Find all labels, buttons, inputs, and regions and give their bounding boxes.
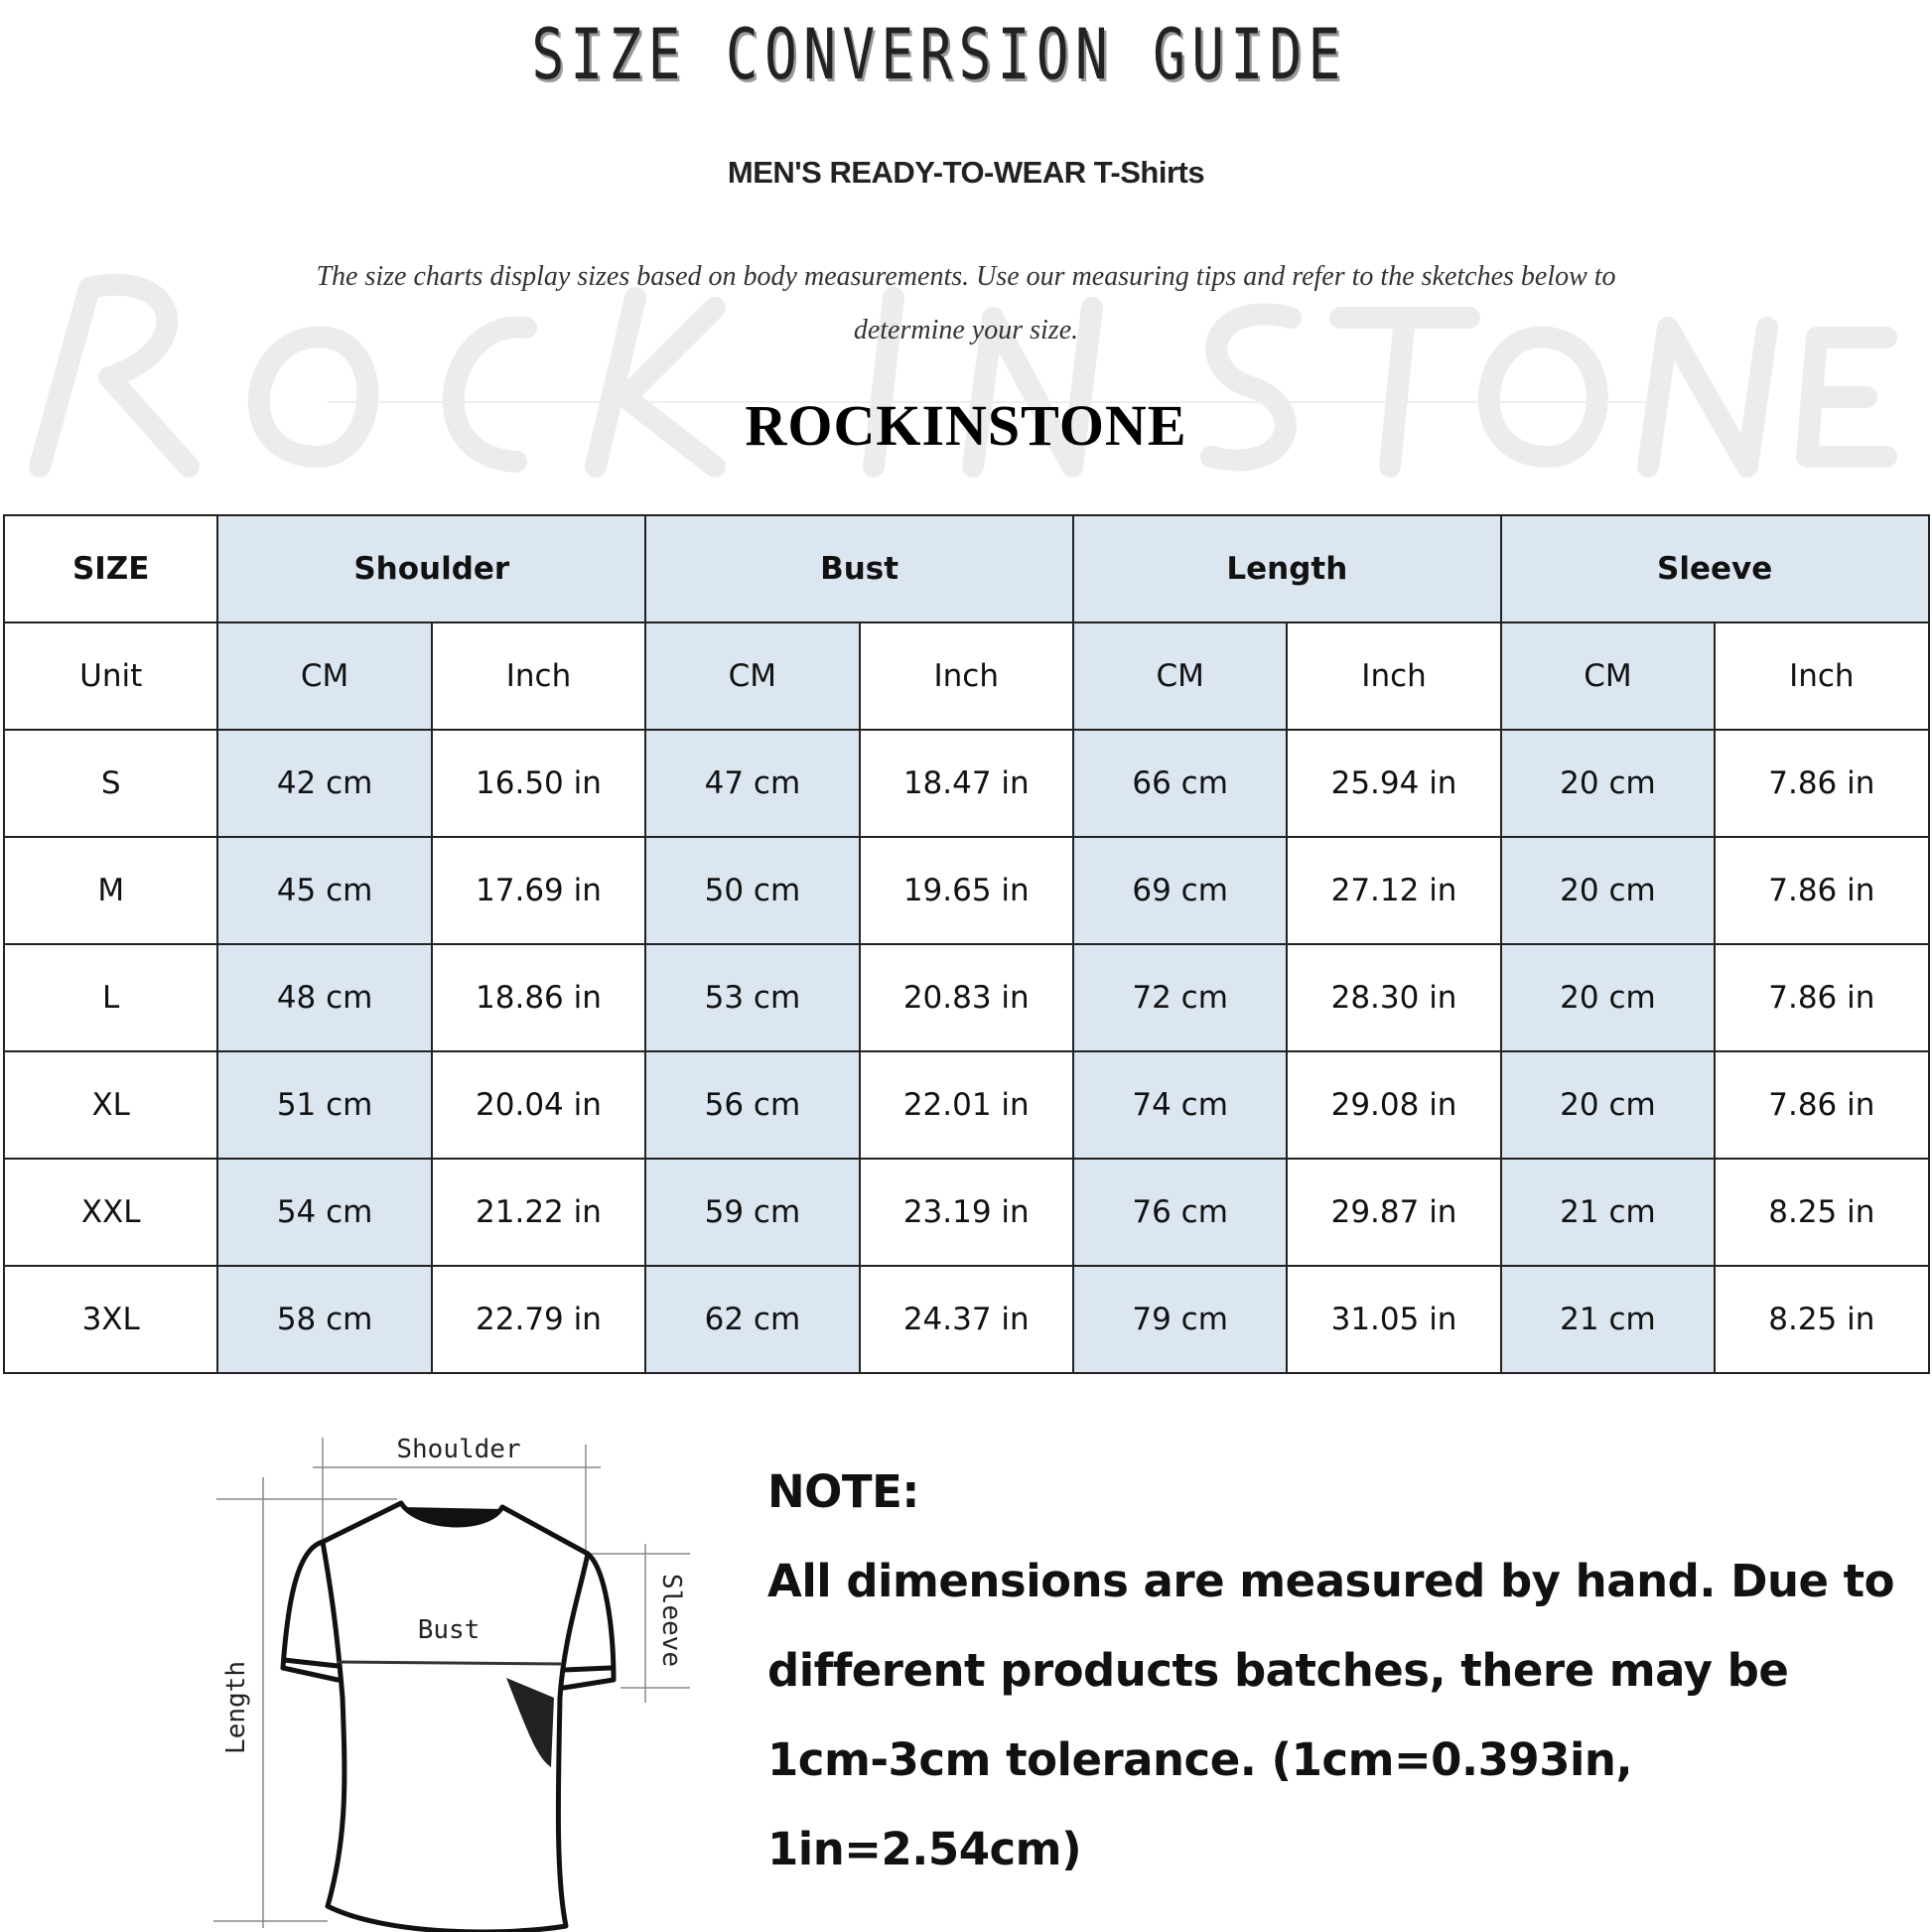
size-cell: M: [4, 837, 217, 944]
length-label: Length: [221, 1661, 251, 1754]
table-row: [4, 837, 1929, 944]
group-header: Bust: [645, 515, 1073, 622]
value-cell: 59 cm: [645, 1159, 859, 1266]
note-line: different products batches, there may be: [767, 1644, 1789, 1697]
value-cell: 48 cm: [217, 944, 431, 1051]
value-cell: 74 cm: [1073, 1051, 1287, 1159]
value-cell: 20 cm: [1501, 730, 1715, 837]
value-cell: 62 cm: [645, 1266, 859, 1373]
table-row: [4, 944, 1929, 1051]
unit-header: CM: [1073, 622, 1287, 730]
value-cell: 54 cm: [217, 1159, 431, 1266]
size-header: SIZE: [4, 515, 217, 622]
value-cell: 21 cm: [1501, 1159, 1715, 1266]
value-cell: 50 cm: [645, 837, 859, 944]
intro-text: The size charts display sizes based on body measurements. Use our measuring tips and refer to the sketches below to determine your size.: [316, 261, 1616, 345]
group-header: Shoulder: [217, 515, 645, 622]
value-cell: 22.01 in: [860, 1051, 1073, 1159]
size-cell: 3XL: [4, 1266, 217, 1373]
value-cell: 69 cm: [1073, 837, 1287, 944]
value-cell: 18.86 in: [432, 944, 645, 1051]
value-cell: 18.47 in: [860, 730, 1073, 837]
value-cell: 21.22 in: [432, 1159, 645, 1266]
size-cell: L: [4, 944, 217, 1051]
value-cell: 19.65 in: [860, 837, 1073, 944]
sleeve-label: Sleeve: [656, 1574, 686, 1667]
value-cell: 25.94 in: [1287, 730, 1500, 837]
size-cell: XXL: [4, 1159, 217, 1266]
bust-label: Bust: [417, 1615, 481, 1645]
shoulder-label: Shoulder: [396, 1435, 521, 1464]
subtitle: MEN'S READY-TO-WEAR T-Shirts: [727, 155, 1205, 190]
value-cell: 20 cm: [1501, 1051, 1715, 1159]
unit-header: Inch: [432, 622, 645, 730]
value-cell: 29.87 in: [1287, 1159, 1500, 1266]
note-line: All dimensions are measured by hand. Due to: [767, 1555, 1895, 1607]
value-cell: 72 cm: [1073, 944, 1287, 1051]
note-line: 1cm-3cm tolerance. (1cm=0.393in, 1in=2.54cm): [767, 1733, 1633, 1875]
value-cell: 21 cm: [1501, 1266, 1715, 1373]
value-cell: 66 cm: [1073, 730, 1287, 837]
value-cell: 76 cm: [1073, 1159, 1287, 1266]
value-cell: 7.86 in: [1715, 1051, 1928, 1159]
note-section: [767, 1448, 1919, 1894]
unit-header: CM: [1501, 622, 1715, 730]
unit-header: CM: [645, 622, 859, 730]
unit-label: Unit: [4, 622, 217, 730]
value-cell: 8.25 in: [1715, 1159, 1928, 1266]
value-cell: 17.69 in: [432, 837, 645, 944]
value-cell: 45 cm: [217, 837, 431, 944]
value-cell: 58 cm: [217, 1266, 431, 1373]
group-header: Sleeve: [1501, 515, 1929, 622]
value-cell: 24.37 in: [860, 1266, 1073, 1373]
unit-header: Inch: [1287, 622, 1500, 730]
value-cell: 79 cm: [1073, 1266, 1287, 1373]
value-cell: 20.83 in: [860, 944, 1073, 1051]
value-cell: 23.19 in: [860, 1159, 1073, 1266]
value-cell: 20 cm: [1501, 944, 1715, 1051]
value-cell: 53 cm: [645, 944, 859, 1051]
unit-row: [4, 622, 1929, 730]
value-cell: 7.86 in: [1715, 730, 1928, 837]
unit-header: CM: [217, 622, 431, 730]
table-row: [4, 730, 1929, 837]
value-cell: 42 cm: [217, 730, 431, 837]
value-cell: 8.25 in: [1715, 1266, 1928, 1373]
value-cell: 27.12 in: [1287, 837, 1500, 944]
value-cell: 47 cm: [645, 730, 859, 837]
page-title: SIZE CONVERSION GUIDE: [531, 14, 1347, 95]
value-cell: 22.79 in: [432, 1266, 645, 1373]
tshirt-measurement-sketch: [189, 1400, 745, 1932]
value-cell: 29.08 in: [1287, 1051, 1500, 1159]
note-heading: NOTE:: [767, 1465, 919, 1518]
value-cell: 28.30 in: [1287, 944, 1500, 1051]
value-cell: 16.50 in: [432, 730, 645, 837]
size-cell: XL: [4, 1051, 217, 1159]
value-cell: 20.04 in: [432, 1051, 645, 1159]
value-cell: 51 cm: [217, 1051, 431, 1159]
unit-header: Inch: [1715, 622, 1928, 730]
table-row: [4, 1159, 1929, 1266]
value-cell: 20 cm: [1501, 837, 1715, 944]
value-cell: 7.86 in: [1715, 944, 1928, 1051]
value-cell: 7.86 in: [1715, 837, 1928, 944]
brand-name: ROCKINSTONE: [745, 393, 1187, 458]
value-cell: 56 cm: [645, 1051, 859, 1159]
unit-header: Inch: [860, 622, 1073, 730]
table-row: [4, 1051, 1929, 1159]
size-cell: S: [4, 730, 217, 837]
size-table: [3, 514, 1930, 1374]
header-row: [4, 515, 1929, 622]
value-cell: 31.05 in: [1287, 1266, 1500, 1373]
table-row: [4, 1266, 1929, 1373]
group-header: Length: [1073, 515, 1501, 622]
